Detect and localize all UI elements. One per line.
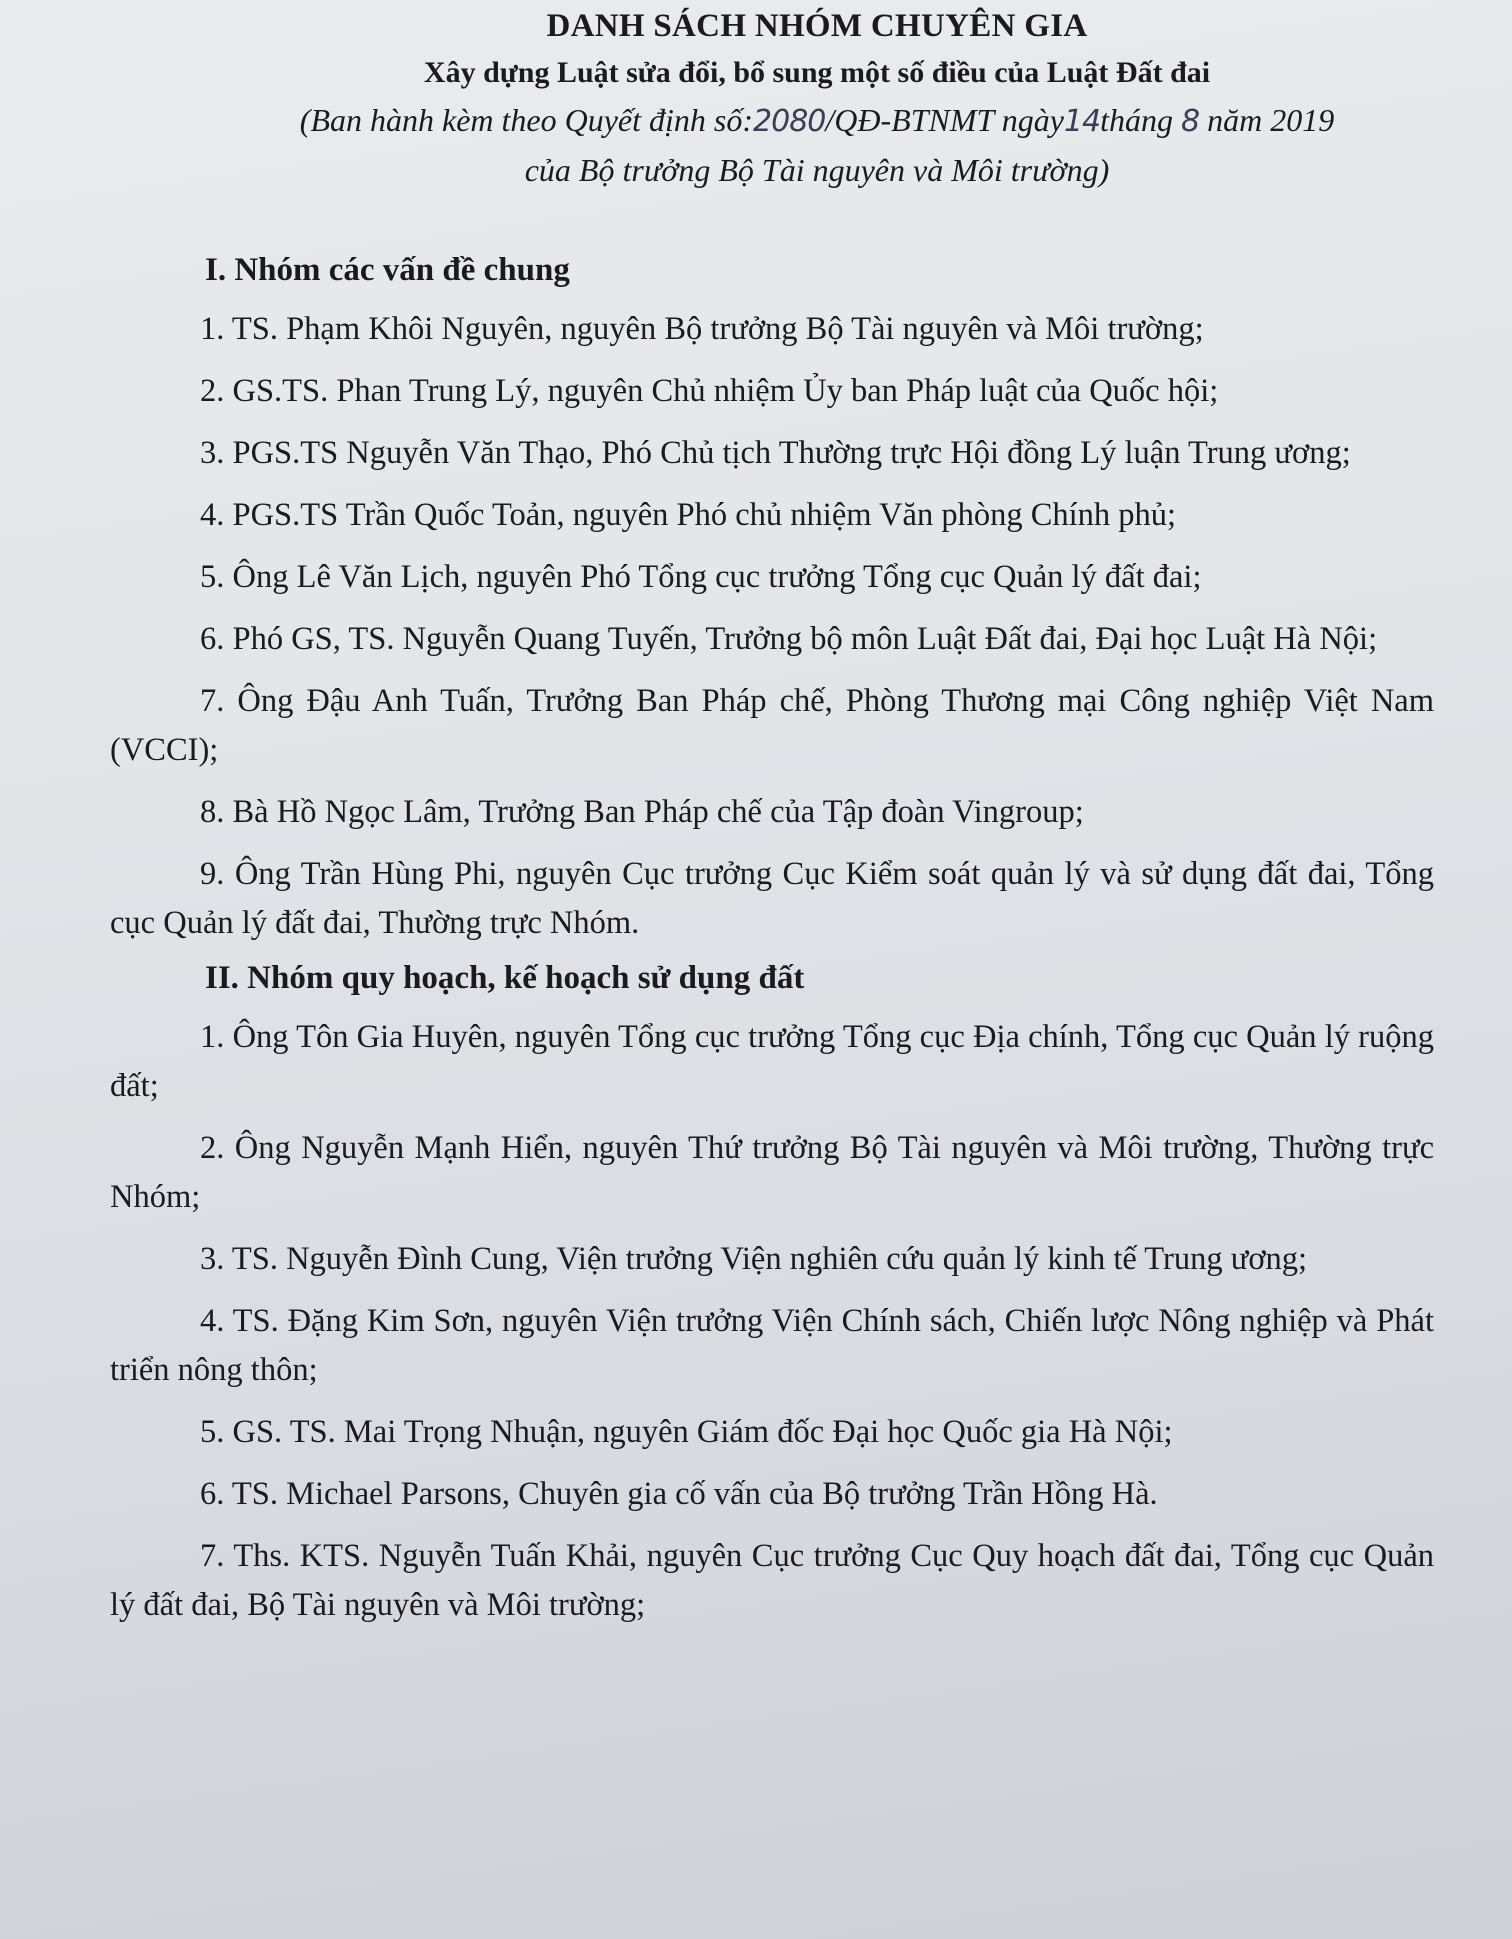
list-item: 5. GS. TS. Mai Trọng Nhuận, nguyên Giám đốc Đại học Quốc gia Hà Nội; xyxy=(200,1414,1173,1450)
issuance-prefix: (Ban hành kèm theo Quyết định số: xyxy=(299,102,754,138)
document-title: DANH SÁCH NHÓM CHUYÊN GIA xyxy=(546,8,1088,44)
issuance-authority: của Bộ trưởng Bộ Tài nguyên và Môi trường) xyxy=(524,152,1110,188)
month-handwritten: 8 xyxy=(1180,104,1200,139)
document-subtitle: Xây dựng Luật sửa đổi, bổ sung một số điều của Luật Đất đai xyxy=(423,56,1211,89)
list-item: 2. Ông Nguyễn Mạnh Hiển, nguyên Thứ trưởng Bộ Tài nguyên và Môi trường, Thường trực Nhóm; xyxy=(110,1130,1434,1215)
list-item: 7. Ông Đậu Anh Tuấn, Trưởng Ban Pháp chế, Phòng Thương mại Công nghiệp Việt Nam (VCCI); xyxy=(110,683,1434,768)
section-1-list xyxy=(110,305,1434,948)
list-item: 5. Ông Lê Văn Lịch, nguyên Phó Tổng cục trưởng Tổng cục Quản lý đất đai; xyxy=(200,559,1202,595)
list-item: 2. GS.TS. Phan Trung Lý, nguyên Chủ nhiệm Ủy ban Pháp luật của Quốc hội; xyxy=(200,373,1219,409)
issuance-middle: /QĐ-BTNMT ngày xyxy=(825,102,1064,138)
list-item: 9. Ông Trần Hùng Phi, nguyên Cục trưởng Cục Kiểm soát quản lý và sử dụng đất đai, Tổng cục Quản lý đất đai, Thường trực Nhóm. xyxy=(110,856,1434,941)
document-header xyxy=(110,0,1434,194)
list-item: 4. TS. Đặng Kim Sơn, nguyên Viện trưởng Viện Chính sách, Chiến lược Nông nghiệp và Phát triển nông thôn; xyxy=(110,1303,1434,1388)
list-item: 6. TS. Michael Parsons, Chuyên gia cố vấn của Bộ trưởng Trần Hồng Hà. xyxy=(200,1476,1158,1512)
issuance-year: năm 2019 xyxy=(1207,102,1335,138)
list-item: 1. TS. Phạm Khôi Nguyên, nguyên Bộ trưởng Bộ Tài nguyên và Môi trường; xyxy=(200,311,1204,347)
list-item: 7. Ths. KTS. Nguyễn Tuấn Khải, nguyên Cục trưởng Cục Quy hoạch đất đai, Tổng cục Quản lý đất đai, Bộ Tài nguyên và Môi trường; xyxy=(110,1538,1434,1623)
section-2-list xyxy=(110,1013,1434,1630)
section-title: II. Nhóm quy hoạch, kế hoạch sử dụng đất xyxy=(205,960,805,996)
section-title: I. Nhóm các vấn đề chung xyxy=(205,252,570,288)
list-item: 1. Ông Tôn Gia Huyên, nguyên Tổng cục trưởng Tổng cục Địa chính, Tổng cục Quản lý ruộng đất; xyxy=(110,1019,1434,1104)
list-item: 6. Phó GS, TS. Nguyễn Quang Tuyến, Trưởng bộ môn Luật Đất đai, Đại học Luật Hà Nội; xyxy=(200,621,1378,657)
list-item: 4. PGS.TS Trần Quốc Toản, nguyên Phó chủ nhiệm Văn phòng Chính phủ; xyxy=(200,497,1177,533)
list-item: 8. Bà Hồ Ngọc Lâm, Trưởng Ban Pháp chế của Tập đoàn Vingroup; xyxy=(200,794,1084,830)
month-label: tháng xyxy=(1100,102,1173,138)
day-handwritten: 14 xyxy=(1063,104,1101,139)
decision-number-handwritten: 2080 xyxy=(753,104,826,139)
issuance-line xyxy=(200,96,1434,146)
list-item: 3. PGS.TS Nguyễn Văn Thạo, Phó Chủ tịch Thường trực Hội đồng Lý luận Trung ương; xyxy=(200,435,1351,471)
list-item: 3. TS. Nguyễn Đình Cung, Viện trưởng Viện nghiên cứu quản lý kinh tế Trung ương; xyxy=(200,1241,1308,1277)
